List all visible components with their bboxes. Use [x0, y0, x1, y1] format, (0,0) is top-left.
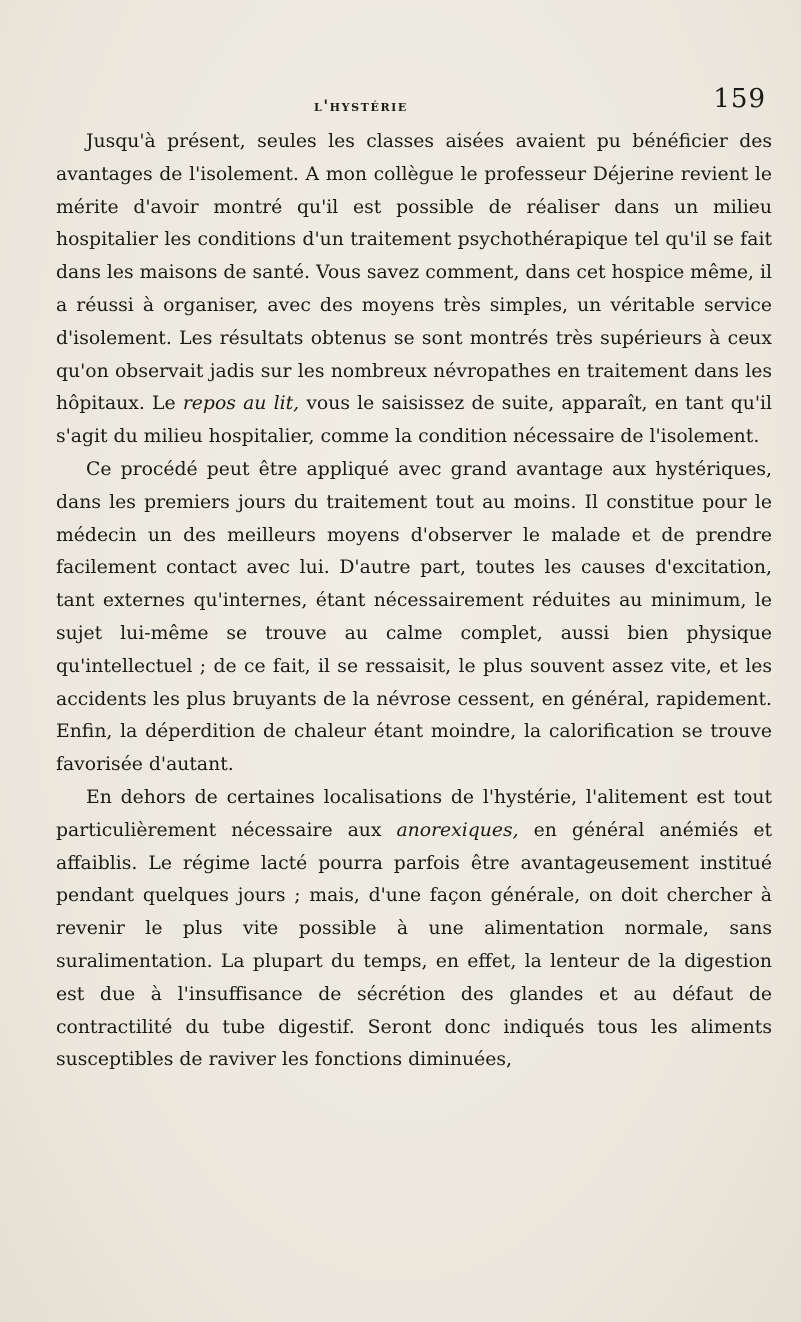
- paragraph-3-segment-2-italic: anorexiques,: [396, 819, 519, 841]
- page-header: [56, 84, 766, 124]
- page-number: 159: [713, 84, 766, 114]
- paragraph-3: [56, 782, 772, 1077]
- paragraph-3-segment-3: en général anémiés et affaiblis. Le régime lacté pourra parfois être avantageusement institué pendant quelques jours ; mais, d'une façon générale, on doit chercher à revenir le plus vite possible à une alimentation normale, sans suralimentation. La plupart du temps, en effet, la lenteur de la digestion est due à l'insuffisance de sécrétion des glandes et au défaut de contractilité du tube digestif. Seront donc indiqués tous les aliments susceptibles de raviver les fonctions diminuées,: [56, 819, 772, 1071]
- running-title: l'hystérie: [314, 96, 408, 115]
- paragraph-1: [56, 126, 772, 454]
- paragraph-1-segment-1: Jusqu'à présent, seules les classes aisées avaient pu bénéficier des avantages de l'isolement. A mon collègue le professeur Déjerine revient le mérite d'avoir montré qu'il est possible de réaliser dans un milieu hospitalier les conditions d'un traitement psychothérapique tel qu'il se fait dans les maisons de santé. Vous savez comment, dans cet hospice même, il a réussi à organiser, avec des moyens très simples, un véritable service d'isolement. Les résultats obtenus se sont montrés très supérieurs à ceux qu'on observait jadis sur les nombreux névropathes en traitement dans les hôpitaux. Le: [56, 131, 772, 415]
- body-text: [56, 126, 772, 1077]
- paragraph-3-segment-1: En dehors de certaines localisations de l'hystérie, l'alitement est tout particulièrement nécessaire aux: [56, 786, 772, 841]
- paragraph-2-segment-1: Ce procédé peut être appliqué avec grand avantage aux hystériques, dans les premiers jours du traitement tout au moins. Il constitue pour le médecin un des meilleurs moyens d'observer le malade et de prendre facilement contact avec lui. D'autre part, toutes les causes d'excitation, tant externes qu'internes, étant nécessairement réduites au minimum, le sujet lui-même se trouve au calme complet, aussi bien physique qu'intellectuel ; de ce fait, il se ressaisit, le plus souvent assez vite, et les accidents les plus bruyants de la névrose cessent, en général, rapidement. Enfin, la déperdition de chaleur étant moindre, la calorification se trouve favorisée d'autant.: [56, 458, 772, 776]
- paragraph-1-segment-2-italic: repos au lit,: [182, 393, 300, 415]
- paragraph-1-segment-3: vous le saisissez de suite, apparaît, en tant qu'il s'agit du milieu hospitalier, comme la condition nécessaire de l'isolement.: [56, 393, 772, 448]
- paragraph-2: [56, 454, 772, 782]
